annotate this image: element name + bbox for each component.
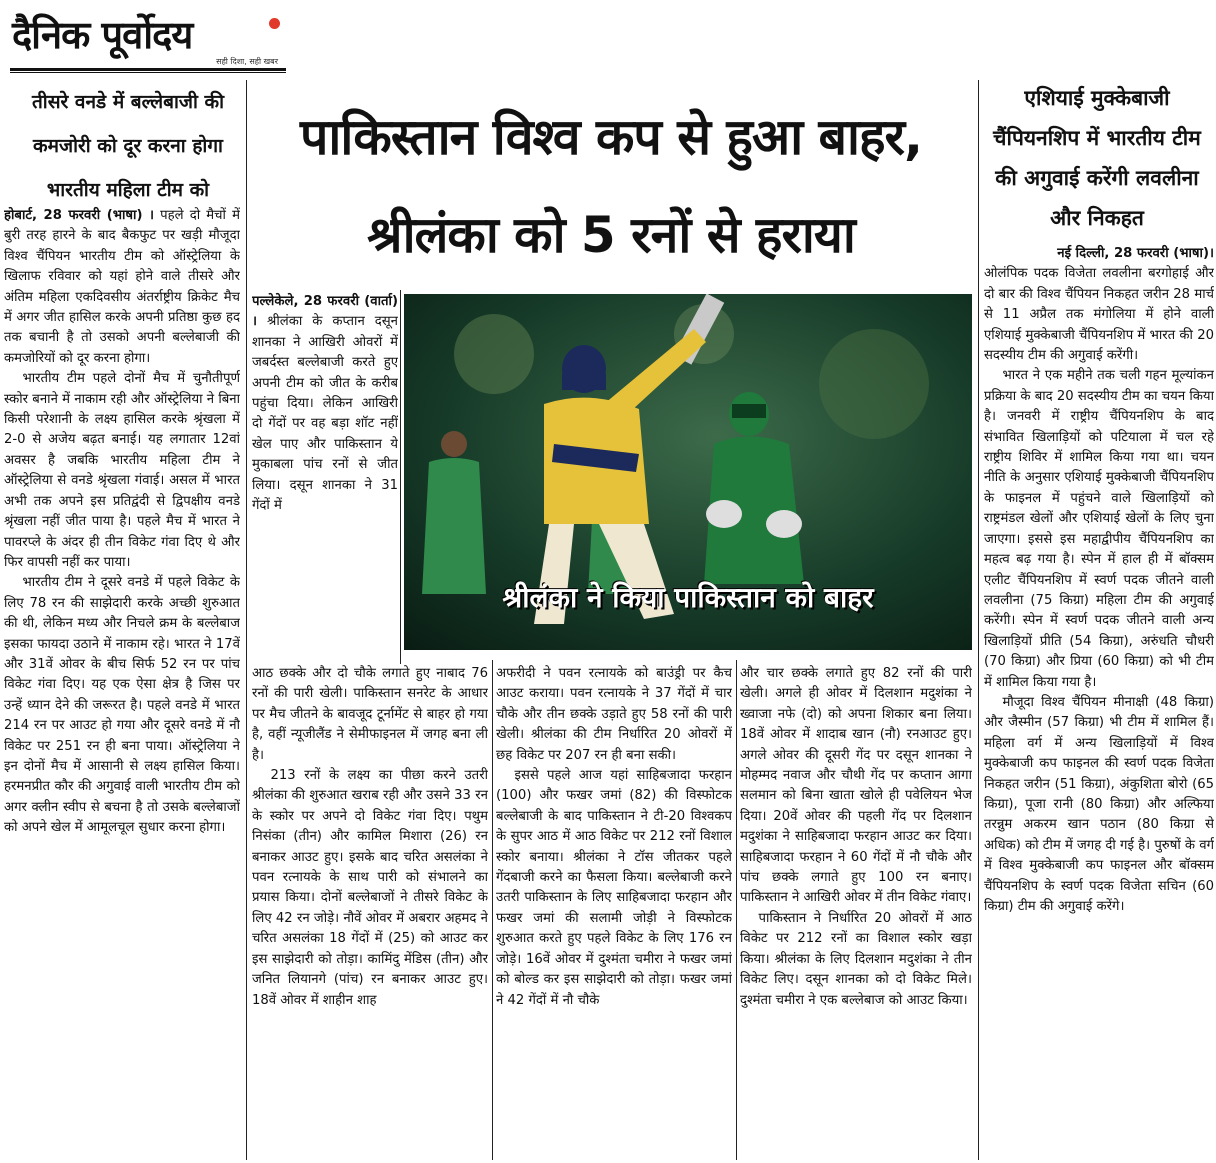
column-divider [492,660,493,1160]
main-article-column-2 [496,664,732,1161]
right-article-paragraph: भारत ने एक महीने तक चली गहन मूल्यांकन प्रक्रिया के बाद 20 सदस्यीय टीम का चयन किया है। जनवरी में राष्ट्रीय चैंपियनशिप के बाद संभावित खिलाड़ियों को पटियाला में चल रहे राष्ट्रीय शिविर में शामिल किया गया था। चयन नीति के अनुसार एशियाई मुक्केबाजी चैंपियनशिप के फाइनल में पहुंचने वाले खिलाड़ियों को राष्ट्रमंडल खेलों और एशियाई खेलों के लिए चुना जाएगा। इससे इस महाद्वीपीय चैंपियनशिप का महत्व बढ़ गया है। स्पेन में हाल ही में बॉक्सम एलीट चैंपियनशिप में स्वर्ण पदक जीतने वाली लवलीना (75 किग्रा) महिला टीम की अगुवाई करेंगी। स्पेन में स्वर्ण पदक जीतने वाली अन्य खिलाड़ियों प्रीति (54 किग्रा), अरुंधति चौधरी (70 किग्रा) और प्रिया (60 किग्रा) को भी टीम में शामिल किया गया है। [984,368,1214,690]
main-article-paragraph: इससे पहले आज यहां साहिबजादा फरहान (100) और फखर जमां (82) की विस्फोटक बल्लेबाजी के बाद पाकिस्तान ने टी-20 विश्वकप के सुपर आठ में आठ विकेट पर 212 रनों विशाल स्कोर बनाया। श्रीलंका ने टॉस जीतकर पहले गेंदबाजी करने का फैसला किया। बल्लेबाजी करने उतरी पाकिस्तान के लिए साहिबजादा फरहान और फखर जमां की सलामी जोड़ी ने विस्फोटक शुरुआत करते हुए पहले विकेट के लिए 176 रन जोड़े। 16वें ओवर में दुश्मंता चमीरा ने फखर जमां को बोल्ड कर इस साझेदारी को तोड़ा। फखर जमां ने 42 गेंदों में नौ चौके [496,768,732,1008]
main-article-intro-text: श्रीलंका के कप्तान दसून शानका ने आखिरी ओवरों में जबर्दस्त बल्लेबाजी करते हुए अपनी टीम को जीत के करीब पहुंचा दिया। लेकिन आखिरी दो गेंदों पर वह बड़ा शॉट नहीं खेल पाए और पाकिस्तान ये मुकाबला पांच रनों से जीत लिया। दसून शानका ने 31 गेंदों में [252,314,398,514]
newspaper-tagline: सही दिशा, सही खबर [216,57,278,66]
column-divider [978,80,979,1160]
column-divider [246,80,247,1160]
newspaper-title: दैनिक पूर्वोदय [12,13,193,57]
main-article-col3-text: और चार छक्के लगाते हुए 82 रनों की पारी खेली। अगले ही ओवर में दिलशान मदुशंका ने ख्वाजा नफे (दो) को अपना शिकार बना लिया। 18वें ओवर में शादाब खान (नौ) रनआउट हुए। अगले ओवर की दूसरी गेंद पर दसून शानका ने मोहम्मद नवाज और चौथी गेंद पर कप्तान आगा सलमान को बिना खाता खोले ही पवेलियन भेज दिया। 20वें ओवर की पहली गेंद पर दिलशान मदुशंका ने साहिबजादा फरहान आउट कर दिया। साहिबजादा फरहान ने 60 गेंदों में नौ चौके और पांच छक्के लगाते हुए 100 रन बनाए। पाकिस्तान ने आखिरी ओवर में तीन विकेट गंवाए। [740,666,972,906]
left-article-paragraph: पहले दो मैचों में बुरी तरह हारने के बाद बैकफुट पर खड़ी मौजूदा विश्व चैंपियन भारतीय टीम को ऑस्ट्रेलिया के खिलाफ रविवार को यहां होने वाले तीसरे और अंतिम महिला एकदिवसीय अंतर्राष्ट्रीय क्रिकेट मैच में अगर जीत हासिल करके अपनी प्रतिष्ठा कुछ हद तक बचानी है तो उसको अपनी बल्लेबाजी की कमजोरियों को दूर करना होगा। [4,208,240,366]
match-photo [404,294,972,650]
left-article-dateline: होबार्ट, 28 फरवरी (भाषा) । [4,208,155,223]
masthead-rule-thin [10,72,286,73]
left-article-paragraph: भारतीय टीम ने दूसरे वनडे में पहले विकेट के लिए 78 रन की साझेदारी करके अच्छी शुरुआत की थी, लेकिन मध्य और निचले क्रम के बल्लेबाज इसका फायदा उठाने में नाकाम रहे। भारत ने 17वें और 31वें ओवर के बीच सिर्फ 52 रन पर पांच विकेट गंवा दिए। यह एक ऐसा क्षेत्र है जिस पर उन्हें ध्यान देने की जरूरत है। पहले वनडे में भारत 214 रन पर आउट हो गया और दूसरे वनडे में नौ विकेट पर 251 रन ही बना पाया। ऑस्ट्रेलिया ने इन दोनों मैच में आसानी से लक्ष्य हासिल किया। हरमनप्रीत कौर की अगुवाई वाली भारतीय टीम को अगर क्लीन स्वीप से बचना है तो उसके बल्लेबाजों को अपने खेल में आमूलचूल सुधार करना होगा। [4,575,240,836]
masthead [10,6,286,70]
main-article-col2-text: अफरीदी ने पवन रत्नायके को बाउंड्री पर कैच आउट कराया। पवन रत्नायके ने 37 गेंदों में चार चौके और तीन छक्के उड़ाते हुए 58 रनों की पारी खेली। श्रीलंका की टीम निर्धारित 20 ओवरों में छह विकेट पर 207 रन ही बना सकी। [496,666,732,763]
left-article-paragraph: भारतीय टीम पहले दोनों मैच में चुनौतीपूर्ण स्कोर बनाने में नाकाम रही और ऑस्ट्रेलिया ने बिना किसी परेशानी के लक्ष्य हासिल करके श्रृंखला में 2-0 से अजेय बढ़त बनाई। यह लगातार 12वां अवसर है जबकि भारतीय महिला टीम ने ऑस्ट्रेलिया से वनडे श्रृंखला गंवाई। असल में भारत अभी तक अपने इस प्रतिद्वंदी से द्विपक्षीय वनडे श्रृंखला नहीं जीत पाया है। पहले मैच में भारत ने पावरप्ले के अंदर ही तीन विकेट गंवा दिए थे और फिर वापसी नहीं कर पाया। [4,371,240,570]
right-article-paragraph: ओलंपिक पदक विजेता लवलीना बरगोहाई और दो बार की विश्व चैंपियन निकहत जरीन 28 मार्च से 11 अप्रैल तक मंगोलिया में होने वाली एशियाई मुक्केबाजी चैंपियनशिप में भारत की 20 सदस्यीय टीम की अगुवाई करेंगी। [984,266,1214,364]
right-article-paragraph: मौजूदा विश्व चैंपियन मीनाक्षी (48 किग्रा) और जैस्मीन (57 किग्रा) भी टीम में शामिल हैं। महिला वर्ग में अन्य खिलाड़ियों में विश्व मुक्केबाजी कप फाइनल की स्वर्ण पदक विजेता निकहत जरीन (51 किग्रा), अंकुशिता बोरो (65 किग्रा), पूजा रानी (80 किग्रा) और अल्फिया तरन्नुम अकरम खान पठान (80 किग्रा से अधिक) को टीम में जगह दी गई है। पुरुषों के वर्ग में विश्व मुक्केबाजी कप फाइनल और बॉक्सम चैंपियनशिप के स्वर्ण पदक विजेता सचिन (60 किग्रा) टीम की अगुवाई करेंगे। [984,694,1214,914]
main-article-column-1 [252,664,488,1161]
main-article-paragraph: 213 रनों के लक्ष्य का पीछा करने उतरी श्रीलंका की शुरुआत खराब रही और उसने 33 रन के स्कोर पर अपने दो विकेट गंवा दिए। पथुम निसंका (तीन) और कामिल मिशारा (26) रन बनाकर आउट हुए। इसके बाद चरित असलंका ने पवन रत्नायके के साथ पारी को संभालने का प्रयास किया। दोनों बल्लेबाजों ने तीसरे विकेट के लिए 42 रन जोड़े। नौवें ओवर में अबरार अहमद ने चरित असलंका 18 गेंदों में (25) को आउट कर इस साझेदारी को तोड़ा। कामिंदु मेंडिस (तीन) और जनित लियानगे (पांच) रन बनाकर आउट हुए। 18वें ओवर में शाहीन शाह [252,768,488,1008]
masthead-rule [10,68,286,71]
photo-caption: श्रीलंका ने किया पाकिस्तान को बाहर [502,581,874,614]
column-divider [736,660,737,1160]
masthead-logo-dot [269,18,280,29]
left-article-body [4,206,240,1161]
main-article-col1-text: आठ छक्के और दो चौके लगाते हुए नाबाद 76 रनों की पारी खेली। पाकिस्तान सनरेट के आधार पर मैच जीतने के बावजूद टूर्नामेंट से बाहर हो गया है, वहीं न्यूजीलैंड ने सेमीफाइनल में जगह बना ली है। [252,666,488,763]
left-article-headline: तीसरे वनडे में बल्लेबाजी की कमजोरी को दूर करना होगा भारतीय महिला टीम को [31,91,225,201]
main-article-column-3 [740,664,972,1161]
right-article-body [984,244,1214,1161]
right-article-headline: एशियाई मुक्केबाजी चैंपियनशिप में भारतीय टीम की अगुवाई करेंगी लवलीना और निकहत [993,86,1201,230]
main-article-headline: पाकिस्तान विश्व कप से हुआ बाहर, श्रीलंका को 5 रनों से हराया [300,108,922,264]
main-article-dateline: पल्लेकेले, 28 फरवरी (वार्ता) । [252,294,398,330]
main-article-paragraph: पाकिस्तान ने निर्धारित 20 ओवरों में आठ विकेट पर 212 रनों का विशाल स्कोर खड़ा किया। श्रीलंका के लिए दिलशान मदुशंका ने तीन विकेट लिए। दसून शानका को दो विकेट मिले। दुश्मंता चमीरा ने एक बल्लेबाज को आउट किया। [740,910,972,1008]
column-divider [400,290,401,664]
right-article-dateline: नई दिल्ली, 28 फरवरी (भाषा)। [1057,246,1214,261]
main-article-intro [252,292,398,660]
